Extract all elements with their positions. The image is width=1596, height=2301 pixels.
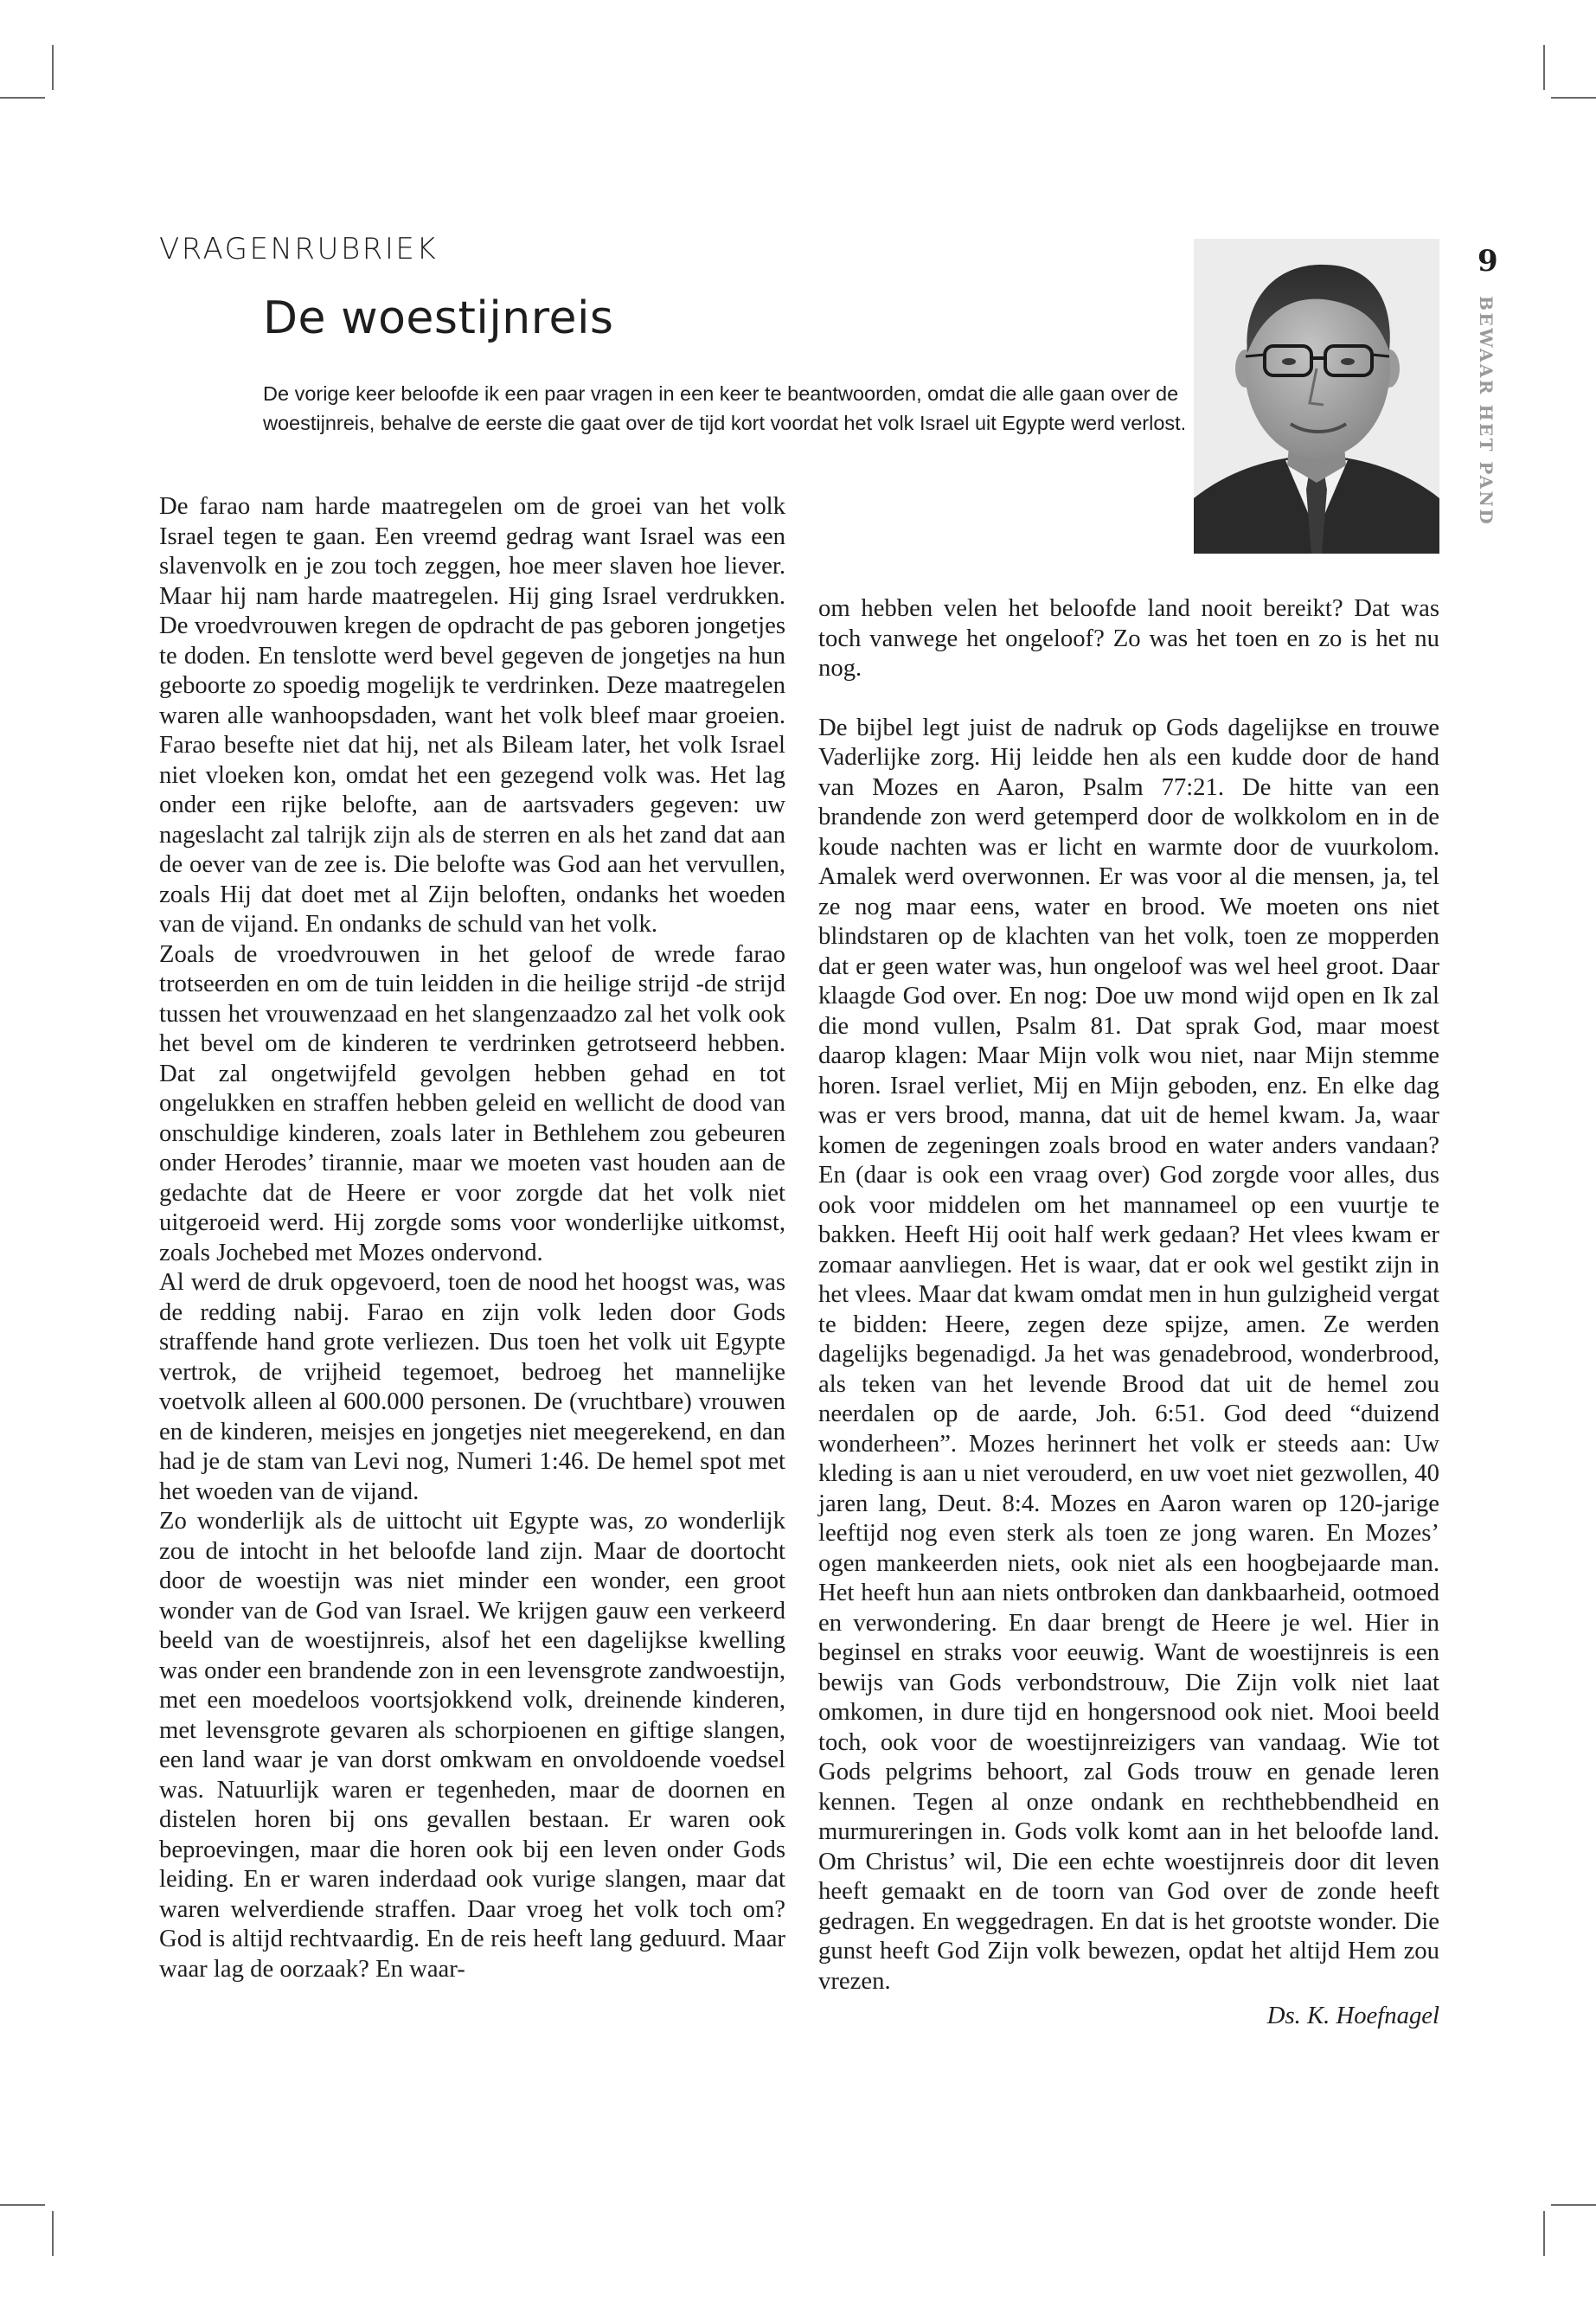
running-head: BEWAAR HET PAND <box>1476 296 1497 527</box>
body-paragraph: om hebben velen het beloofde land nooit bereikt? Dat was toch vanwege het ongeloof? Zo was het toen en zo is het nu nog. <box>818 594 1439 682</box>
article-title: De woestijnreis <box>263 292 614 344</box>
crop-mark <box>0 97 45 99</box>
body-paragraph: De bijbel legt juist de nadruk op Gods dagelijkse en trouwe Vaderlijke zorg. Hij leidde hen als een kudde door de hand van Mozes en Aaron, Psalm 77:21. De hitte van een brandende zon werd getemperd door de wolkkolom en in de koude nachten was er licht en warmte door de vuurkolom. Amalek werd overwonnen. Er was voor al die mensen, ja, tel ze nog maar eens, water en brood. We moeten ons niet blindstaren op de klachten van het volk, toen ze mopperden dat er geen water was, hun ongeloof was wel heel groot. Daar klaagde God over. En nog: Doe uw mond wijd open en Ik zal die mond vullen, Psalm 81. Dat sprak God, maar moest daarop klagen: Maar Mijn volk wou niet, naar Mijn stemme horen. Israel verliet, Mij en Mijn geboden, enz. En elke dag was er vers brood, manna, dat uit de hemel kwam. Ja, waar komen de zegeningen zoals brood en water anders vandaan? En (daar is ook een vraag over) God zorgde voor alles, dus ook voor middelen om het mannameel op een vuurtje te bakken. Heeft Hij ooit half werk gedaan? Het vlees kwam er zomaar aanvliegen. Het is waar, dat er ook wel gestikt zijn in het vlees. Maar dat kwam omdat men in hun gulzigheid vergat te bidden: Heere, zegen deze spijze, amen. Ze werden dagelijks begenadigd. Ja het was genadebrood, wonderbrood, als teken van het levende Brood dat uit de hemel zou neerdalen op de aarde, Joh. 6:51. God deed “duizend wonderheen”. Mozes herinnert het volk er steeds aan: Uw kleding is aan u niet verouderd, en uw voet niet gezwollen, 40 jaren lang, Deut. 8:4. Mozes en Aaron waren op 120-jarige leeftijd nog even sterk als toen ze jong waren. En Mozes’ ogen mankeerden niets, ook niet als een hoogbejaarde man. Het heeft hun aan niets ontbroken dan dankbaarheid, ootmoed en verwondering. En daar brengt de Heere je wel. Hier in beginsel en straks voor eeuwig. Want de woestijnreis is een bewijs van Gods verbondstrouw, Die Zijn volk niet laat omkomen, in dure tijd en hongersnood ook niet. Mooi beeld toch, ook voor de woestijnreizigers van vandaag. Wie tot Gods pelgrims behoort, zal Gods trouw en genade leren kennen. Tegen al onze ondank en rechthebbendheid en murmureringen in. Gods volk komt aan in het beloofde land. Om Christus’ wil, Die een echte woestijnreis door dit leven heeft gemaakt en de toorn van God over de zonde heeft gedragen. En weggedragen. En dat is het grootste wonder. Die gunst heeft God Zijn volk bewezen, opdat het altijd Hem zou vrezen. <box>818 713 1439 1995</box>
author-portrait-illustration <box>1194 239 1439 554</box>
author-portrait <box>1194 239 1439 554</box>
crop-mark <box>1543 2211 1545 2256</box>
crop-mark <box>0 2204 45 2206</box>
page-number: 9 <box>1477 244 1498 279</box>
article-intro: De vorige keer beloofde ik een paar vragen in een keer te beantwoorden, omdat die alle gaan over de woestijnreis, behalve de eerste die gaat over de tijd kort voordat het volk Israel uit Egypte werd verlost. <box>263 382 1187 434</box>
author-signature: Ds. K. Hoefnagel <box>1266 2002 1439 2029</box>
body-column-left <box>159 491 785 1984</box>
crop-mark <box>1543 45 1545 90</box>
crop-mark <box>52 2211 54 2256</box>
body-paragraph: De farao nam harde maatregelen om de groei van het volk Israel tegen te gaan. Een vreemd gedrag want Israel was een slavenvolk en je zou toch zeggen, hoe meer slaven hoe liever. Maar hij nam harde maatregelen. Hij ging Israel verdrukken. De vroedvrouwen kregen de opdracht de pas geboren jongetjes te doden. En tenslotte werd bevel gegeven de jongetjes na hun geboorte zo spoedig mogelijk te verdrinken. Deze maatregelen waren alle wanhoopsdaden, want het volk bleef maar groeien. Farao besefte niet dat hij, net als Bileam later, het volk Israel niet vloeken kon, omdat het een gezegend volk was. Het lag onder een rijke belofte, aan de aartsvaders gegeven: uw nageslacht zal talrijk zijn als de sterren en als het zand dat aan de oever van de zee is. Die belofte was God aan het vervullen, zoals Hij dat doet met al Zijn beloften, ondanks het woeden van de vijand. En ondanks de schuld van het volk. <box>159 492 785 938</box>
crop-mark <box>52 45 54 90</box>
body-paragraph: Zo wonderlijk als de uittocht uit Egypte was, zo wonderlijk zou de intocht in het beloofde land zijn. Maar de doortocht door de woestijn was niet minder een wonder, een groot wonder van de God van Israel. We krijgen gauw een verkeerd beeld van de woestijnreis, alsof het een dagelijkse kwelling was onder een brandende zon in een levensgrote zandwoestijn, met een moedeloos voortsjokkend volk, dreinende kinderen, met levensgrote gevaren als schorpioenen en giftige slangen, een land waar je van dorst omkwam en onvoldoende voedsel was. Natuurlijk waren er tegenheden, maar de doornen en distelen horen bij ons gevallen bestaan. Er waren ook beproevingen, maar die horen ook bij een leven onder Gods leiding. En er waren inderdaad ook vurige slangen, maar dat waren welverdiende straffen. Daar vroeg het volk toch om? God is altijd rechtvaardig. En de reis heeft lang geduurd. Maar waar lag de oorzaak? En waar- <box>159 1507 785 1983</box>
body-column-right <box>818 593 1439 2031</box>
section-label: VRAGENRUBRIEK <box>159 232 439 266</box>
crop-mark <box>1551 2204 1596 2206</box>
body-paragraph: Zoals de vroedvrouwen in het geloof de wrede farao trotseerden en om de tuin leidden in die heilige strijd -de strijd tussen het vrouwenzaad en het slangenzaadzo zal het volk ook het bevel om de kinderen te verdrinken getrotseerd hebben. Dat zal ongetwijfeld gevolgen hebben gehad en tot ongelukken en straffen hebben geleid en wellicht de dood van onschuldige kinderen, zoals later in Bethlehem zou gebeuren onder Herodes’ tirannie, maar we moeten vast houden aan de gedachte dat de Heere er voor zorgde dat het volk niet uitgeroeid werd. Hij zorgde soms voor wonderlijke uitkomst, zoals Jochebed met Mozes ondervond. <box>159 939 785 1266</box>
body-paragraph: Al werd de druk opgevoerd, toen de nood het hoogst was, was de redding nabij. Farao en zijn volk leden door Gods straffende hand grote verliezen. Dus toen het volk uit Egypte vertrok, de vrijheid tegemoet, bedroeg het mannelijke voetvolk alleen al 600.000 personen. De (vruchtbare) vrouwen en de kinderen, meisjes en jongetjes niet meegerekend, en dan had je de stam van Levi nog, Numeri 1:46. De hemel spot met het woeden van de vijand. <box>159 1268 785 1505</box>
crop-mark <box>1551 97 1596 99</box>
